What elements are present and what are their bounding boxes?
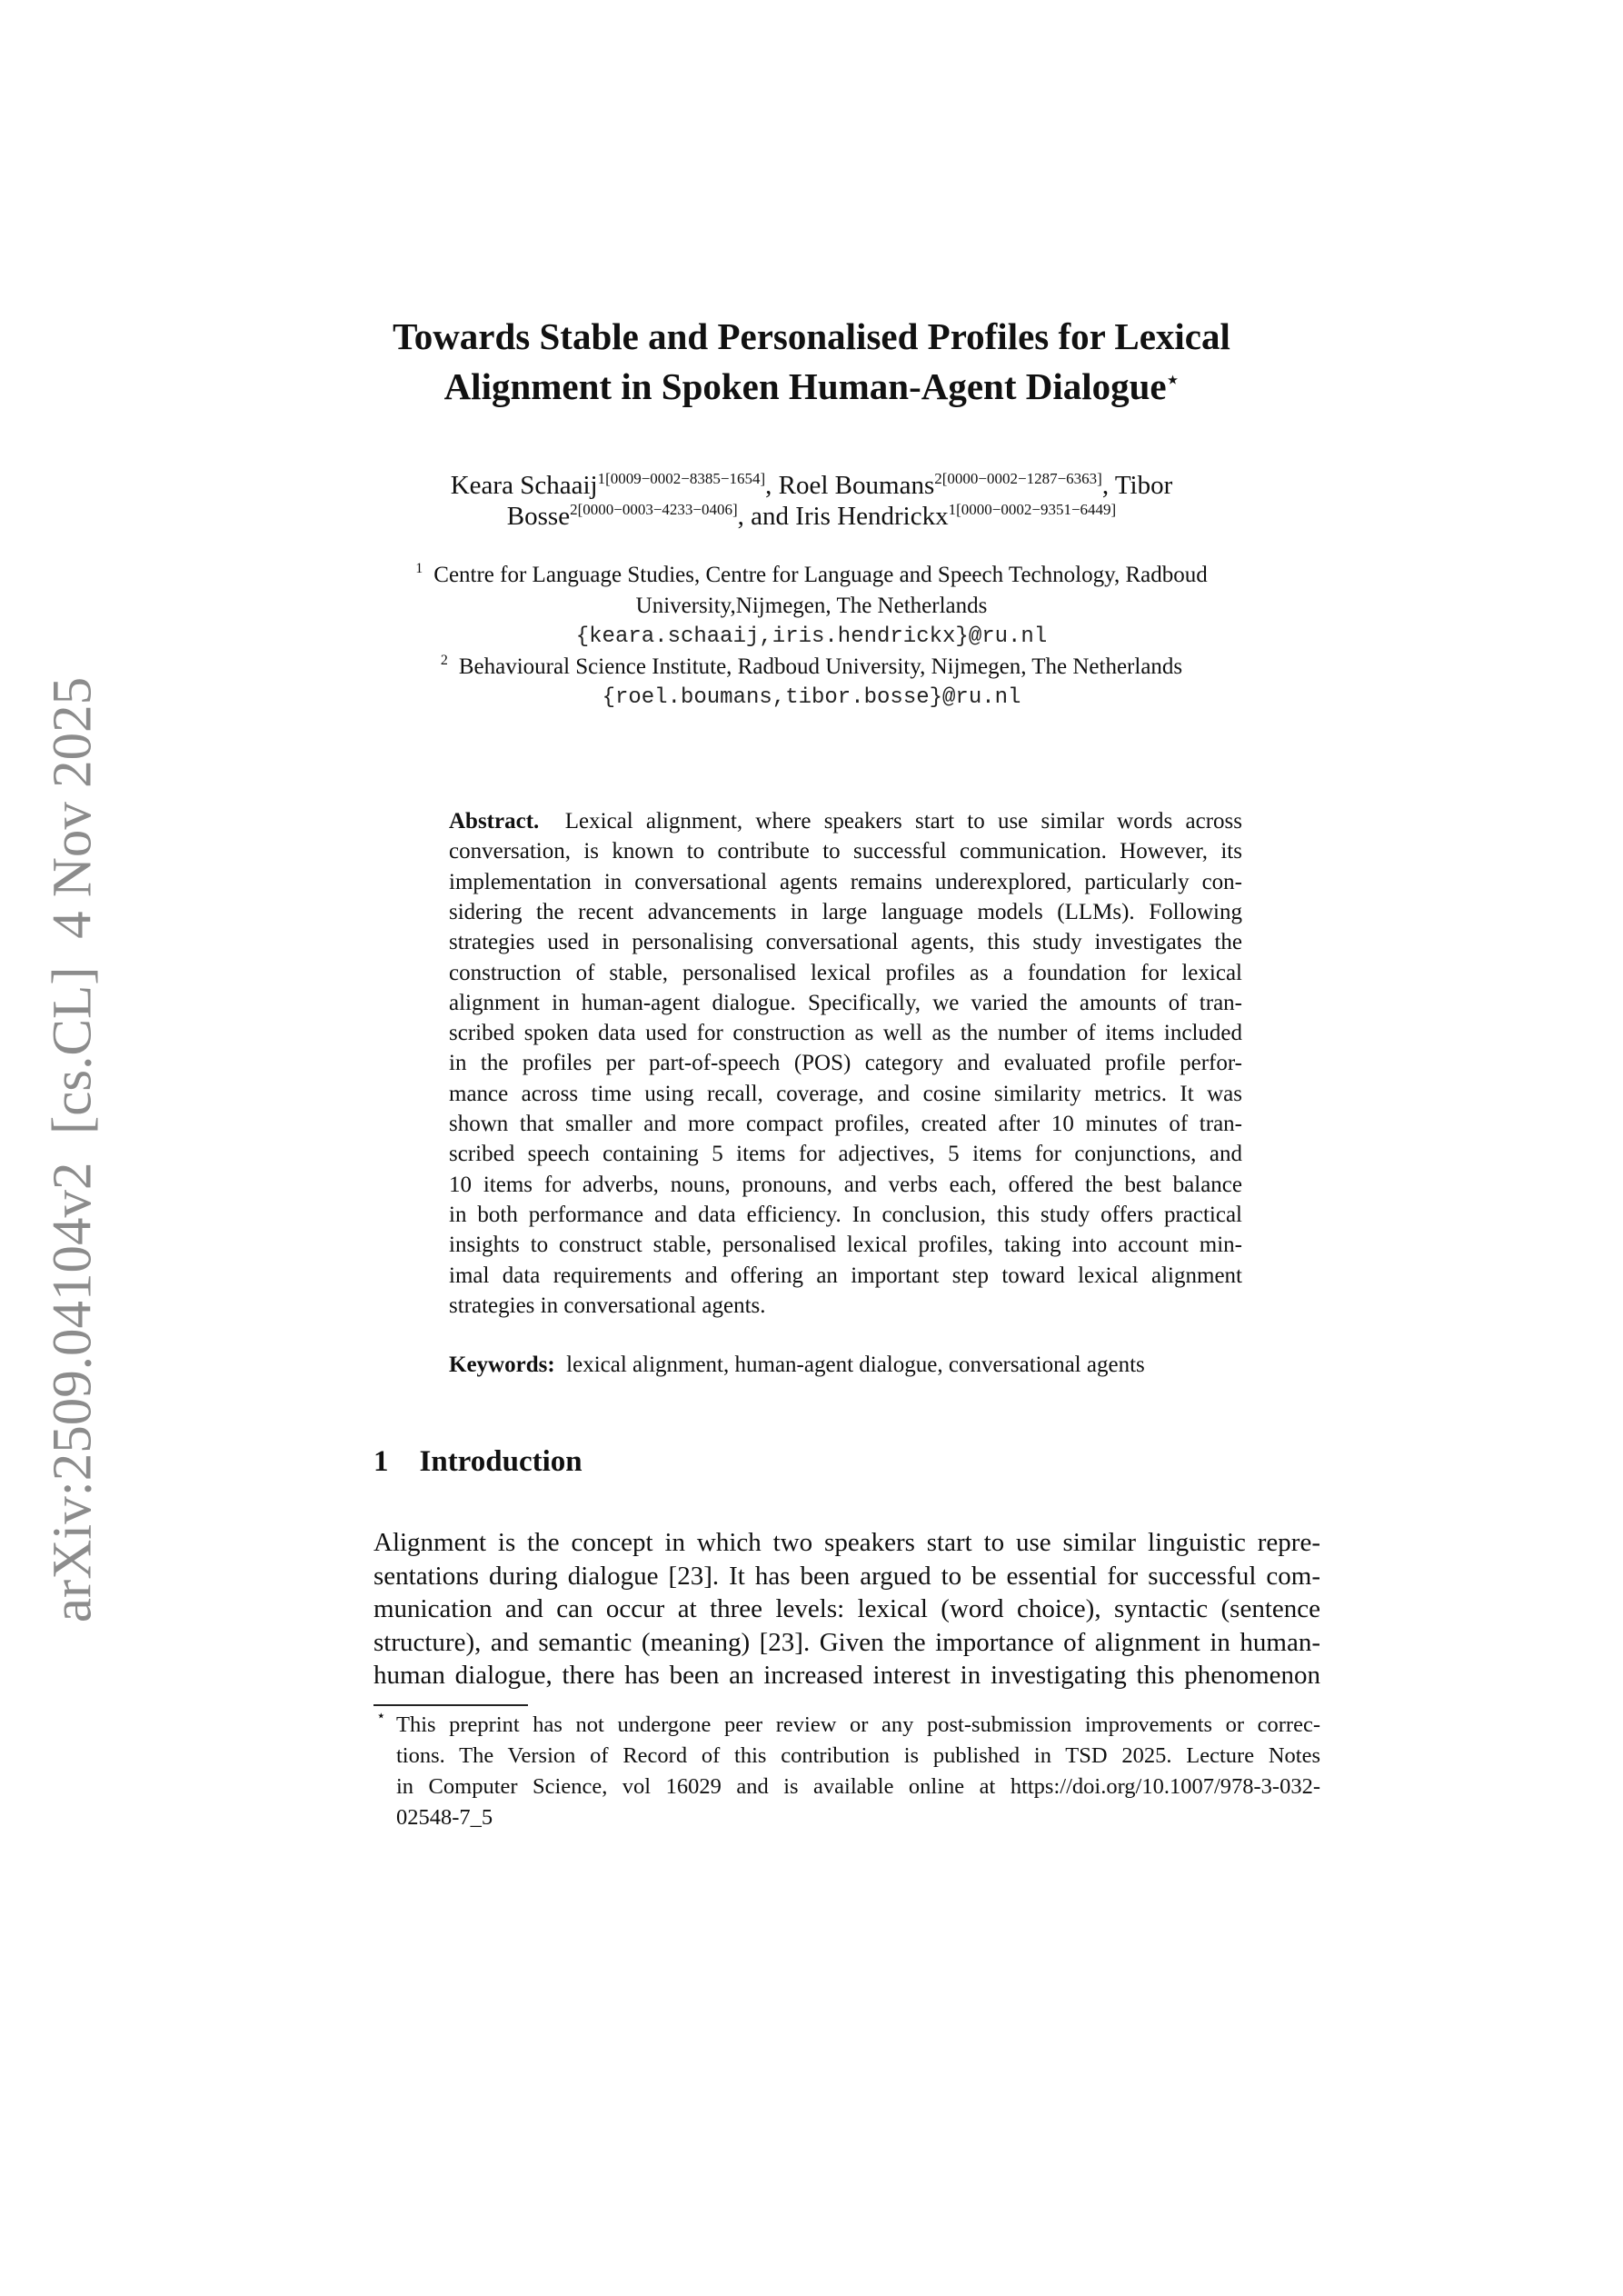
author-orcid: [0009−0002−8385−1654]	[605, 470, 766, 487]
affiliation-1-email[interactable]: {keara.schaaij,iris.hendrickx}@ru.nl	[575, 624, 1048, 649]
separator: , and	[737, 502, 796, 531]
footnote-marker: ⋆	[376, 1707, 386, 1724]
abstract-first-line	[449, 806, 1242, 837]
abstract-line: implementation in conversational agents remains underexplored, particularly con-	[449, 869, 1242, 894]
affiliation-text: Centre for Language Studies, Centre for Language and Speech Technology, Radboud	[433, 563, 1208, 587]
abstract-label: Abstract.	[449, 809, 540, 834]
section-title: Introduction	[419, 1445, 582, 1478]
abstract-line: construction of stable, personalised lexical profiles as a foundation for lexical	[449, 960, 1242, 985]
author-name-part: Tibor	[1114, 471, 1173, 500]
section-heading-introduction	[373, 1443, 582, 1480]
paper-title-line-2	[0, 361, 1623, 412]
footnote-rule	[373, 1704, 528, 1706]
keywords	[449, 1350, 1242, 1381]
abstract-line: scribed spoken data used for construction as well as the number of items included	[449, 1021, 1242, 1046]
abstract-text: Lexical alignment, where speakers start to use similar words across	[564, 809, 1242, 834]
keywords-text: lexical alignment, human-agent dialogue, conversational agents	[566, 1353, 1145, 1377]
abstract-line: 10 items for adverbs, nouns, pronouns, and verbs each, offered the best balance	[449, 1172, 1242, 1197]
abstract-line: imal data requirements and offering an important step toward lexical alignment	[449, 1263, 1242, 1288]
footnote-line: tions. The Version of Record of this contribution is published in TSD 2025. Lecture Notes	[396, 1743, 1320, 1768]
abstract-line: sidering the recent advancements in large language models (LLMs). Following	[449, 899, 1242, 924]
affiliation-number: 2	[440, 653, 448, 668]
affiliation-number: 1	[415, 561, 423, 576]
footnote-line: in Computer Science, vol 16029 and is available online at https://doi.org/10.1007/978-3-032-	[396, 1774, 1320, 1799]
keywords-label: Keywords:	[449, 1353, 555, 1377]
footnote-line: This preprint has not undergone peer review or any post-submission improvements or correc-	[396, 1712, 1320, 1737]
abstract-line: mance across time using recall, coverage, and cosine similarity metrics. It was	[449, 1081, 1242, 1106]
author-orcid: [0000−0002−9351−6449]	[956, 501, 1117, 518]
title-footnote-marker: ⋆	[1166, 368, 1180, 391]
affiliation-2-line-1	[0, 652, 1623, 683]
abstract-line: in both performance and data efficiency. In conclusion, this study offers practical	[449, 1202, 1242, 1227]
author-affiliation-number: 1	[597, 470, 606, 487]
body-line: sentations during dialogue [23]. It has been argued to be essential for successful com-	[373, 1561, 1320, 1591]
authors-line-1	[0, 469, 1623, 502]
author-orcid: [0000−0002−1287−6363]	[941, 470, 1102, 487]
author-name: Roel Boumans	[778, 471, 935, 500]
affiliation-2-email[interactable]: {roel.boumans,tibor.bosse}@ru.nl	[602, 685, 1021, 710]
paper-title-text: Alignment in Spoken Human-Agent Dialogue	[443, 365, 1167, 407]
author-name-part: Bosse	[506, 502, 571, 531]
arxiv-identifier-stamp: arXiv:2509.04104v2 [cs.CL] 4 Nov 2025	[42, 676, 104, 1623]
abstract-line: conversation, is known to contribute to successful communication. However, its	[449, 839, 1242, 864]
separator: ,	[765, 471, 779, 500]
body-line: structure), and semantic (meaning) [23]. Given the importance of alignment in human-	[373, 1627, 1320, 1657]
body-line: munication and can occur at three levels: lexical (word choice), syntactic (sentence	[373, 1594, 1320, 1623]
author-affiliation-number: 2	[570, 501, 578, 518]
author-name: Iris Hendrickx	[795, 502, 949, 531]
abstract-line: insights to construct stable, personalised lexical profiles, taking into account min-	[449, 1233, 1242, 1258]
affiliation-1-line-1	[0, 560, 1623, 591]
authors-line-2	[0, 500, 1623, 533]
affiliation-text: Behavioural Science Institute, Radboud University, Nijmegen, The Netherlands	[458, 654, 1183, 679]
body-line: Alignment is the concept in which two speakers start to use similar linguistic repre-	[373, 1528, 1320, 1557]
affiliation-1-line-2: University,Nijmegen, The Netherlands	[635, 594, 988, 618]
author-name: Keara Schaaij	[450, 471, 598, 500]
abstract-line: strategies used in personalising conversational agents, this study investigates the	[449, 930, 1242, 955]
author-orcid: [0000−0003−4233−0406]	[577, 501, 738, 518]
author-affiliation-number: 2	[934, 470, 942, 487]
section-number: 1	[373, 1445, 389, 1478]
body-line: human dialogue, there has been an increased interest in investigating this phenomenon	[373, 1661, 1320, 1690]
abstract-line: shown that smaller and more compact profiles, created after 10 minutes of tran-	[449, 1112, 1242, 1136]
author-affiliation-number: 1	[948, 501, 957, 518]
abstract-line: scribed speech containing 5 items for adjectives, 5 items for conjunctions, and	[449, 1142, 1242, 1167]
abstract-line: strategies in conversational agents.	[449, 1293, 766, 1318]
abstract-line: alignment in human-agent dialogue. Specifically, we varied the amounts of tran-	[449, 990, 1242, 1015]
separator: ,	[1101, 471, 1115, 500]
footnote-line: 02548-7_5	[396, 1805, 493, 1830]
abstract-line: in the profiles per part-of-speech (POS) category and evaluated profile perfor-	[449, 1051, 1242, 1076]
paper-title-line-1: Towards Stable and Personalised Profiles for Lexical	[393, 315, 1230, 357]
